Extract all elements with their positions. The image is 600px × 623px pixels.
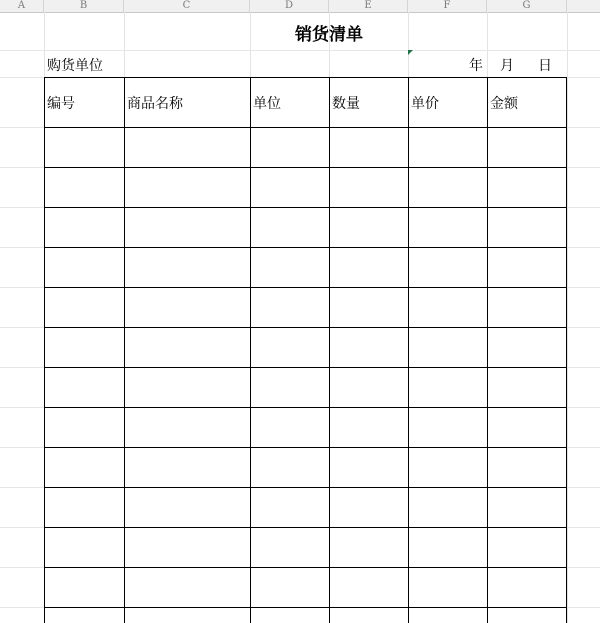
table-cell[interactable] bbox=[250, 168, 329, 207]
table-cell[interactable] bbox=[250, 568, 329, 607]
table-cell[interactable] bbox=[45, 528, 124, 567]
table-cell[interactable] bbox=[250, 128, 329, 167]
table-cell[interactable] bbox=[124, 128, 250, 167]
table-cell[interactable] bbox=[124, 448, 250, 487]
table-cell[interactable] bbox=[487, 208, 567, 247]
column-header-g[interactable]: G bbox=[487, 0, 567, 12]
table-cell[interactable] bbox=[45, 328, 124, 367]
table-cell[interactable] bbox=[408, 128, 487, 167]
table-cell[interactable] bbox=[250, 328, 329, 367]
table-cell[interactable] bbox=[45, 368, 124, 407]
table-cell[interactable] bbox=[487, 528, 567, 567]
table-cell[interactable] bbox=[487, 448, 567, 487]
date-day-label[interactable]: 日 bbox=[538, 58, 552, 74]
table-cell[interactable] bbox=[250, 248, 329, 287]
column-header-h[interactable] bbox=[567, 0, 600, 12]
table-cell[interactable] bbox=[408, 328, 487, 367]
table-border-horizontal bbox=[45, 607, 567, 608]
buyer-label[interactable]: 购货单位 bbox=[47, 58, 103, 74]
table-cell[interactable] bbox=[329, 248, 408, 287]
column-header-c[interactable]: C bbox=[124, 0, 250, 12]
column-header-f[interactable]: F bbox=[408, 0, 487, 12]
table-cell[interactable] bbox=[487, 168, 567, 207]
table-cell[interactable] bbox=[45, 568, 124, 607]
header-cell-amount[interactable]: 金额 bbox=[490, 96, 518, 112]
table-cell[interactable] bbox=[408, 448, 487, 487]
table-cell[interactable] bbox=[45, 448, 124, 487]
table-cell[interactable] bbox=[408, 488, 487, 527]
table-cell[interactable] bbox=[408, 288, 487, 327]
table-cell[interactable] bbox=[45, 488, 124, 527]
table-cell[interactable] bbox=[124, 208, 250, 247]
table-cell[interactable] bbox=[487, 568, 567, 607]
table-cell[interactable] bbox=[487, 368, 567, 407]
header-cell-number[interactable]: 编号 bbox=[47, 96, 75, 112]
column-header-d[interactable]: D bbox=[250, 0, 329, 12]
table-cell[interactable] bbox=[45, 128, 124, 167]
table-cell[interactable] bbox=[329, 408, 408, 447]
date-month-label[interactable]: 月 bbox=[500, 58, 514, 74]
table-cell[interactable] bbox=[124, 408, 250, 447]
table-cell[interactable] bbox=[250, 208, 329, 247]
table-cell[interactable] bbox=[408, 168, 487, 207]
table-cell[interactable] bbox=[124, 568, 250, 607]
table-cell[interactable] bbox=[124, 528, 250, 567]
table-cell[interactable] bbox=[124, 288, 250, 327]
table-cell[interactable] bbox=[45, 248, 124, 287]
table-cell[interactable] bbox=[329, 168, 408, 207]
table-cell[interactable] bbox=[329, 528, 408, 567]
table-cell[interactable] bbox=[329, 288, 408, 327]
table-cell[interactable] bbox=[408, 208, 487, 247]
table-cell[interactable] bbox=[124, 328, 250, 367]
header-cell-quantity[interactable]: 数量 bbox=[332, 96, 360, 112]
table-cell[interactable] bbox=[45, 208, 124, 247]
table-cell[interactable] bbox=[250, 408, 329, 447]
table-cell[interactable] bbox=[45, 408, 124, 447]
table-cell[interactable] bbox=[250, 368, 329, 407]
column-header-a[interactable]: A bbox=[0, 0, 44, 12]
table-cell[interactable] bbox=[487, 128, 567, 167]
table-cell[interactable] bbox=[408, 408, 487, 447]
table-cell[interactable] bbox=[329, 368, 408, 407]
header-cell-product-name[interactable]: 商品名称 bbox=[127, 96, 183, 112]
table-cell[interactable] bbox=[408, 568, 487, 607]
table-cell[interactable] bbox=[408, 248, 487, 287]
column-header-bar bbox=[0, 0, 600, 13]
date-year-label[interactable]: 年 bbox=[469, 58, 483, 74]
table-cell[interactable] bbox=[329, 128, 408, 167]
column-header-e[interactable]: E bbox=[329, 0, 408, 12]
table-cell[interactable] bbox=[124, 248, 250, 287]
table-cell[interactable] bbox=[250, 488, 329, 527]
sheet-title[interactable]: 销货清单 bbox=[295, 25, 363, 45]
table-cell[interactable] bbox=[124, 168, 250, 207]
table-cell[interactable] bbox=[250, 288, 329, 327]
table-cell[interactable] bbox=[487, 288, 567, 327]
table-cell[interactable] bbox=[329, 328, 408, 367]
table-cell[interactable] bbox=[45, 168, 124, 207]
table-cell[interactable] bbox=[487, 488, 567, 527]
cell-note-marker bbox=[408, 50, 413, 55]
table-cell[interactable] bbox=[124, 488, 250, 527]
table-cell[interactable] bbox=[329, 448, 408, 487]
table-cell[interactable] bbox=[408, 528, 487, 567]
invoice-table bbox=[44, 77, 567, 623]
column-header-b[interactable]: B bbox=[44, 0, 124, 12]
table-cell[interactable] bbox=[329, 488, 408, 527]
gridline-horizontal bbox=[0, 50, 600, 51]
table-cell[interactable] bbox=[329, 208, 408, 247]
table-cell[interactable] bbox=[250, 448, 329, 487]
table-cell[interactable] bbox=[487, 328, 567, 367]
table-cell[interactable] bbox=[250, 528, 329, 567]
gridline-vertical bbox=[567, 12, 568, 623]
table-cell[interactable] bbox=[45, 288, 124, 327]
table-cell[interactable] bbox=[408, 368, 487, 407]
table-cell[interactable] bbox=[124, 368, 250, 407]
header-cell-unit[interactable]: 单位 bbox=[253, 96, 281, 112]
table-cell[interactable] bbox=[487, 248, 567, 287]
table-cell[interactable] bbox=[329, 568, 408, 607]
table-cell[interactable] bbox=[487, 408, 567, 447]
header-cell-unit-price[interactable]: 单价 bbox=[411, 96, 439, 112]
